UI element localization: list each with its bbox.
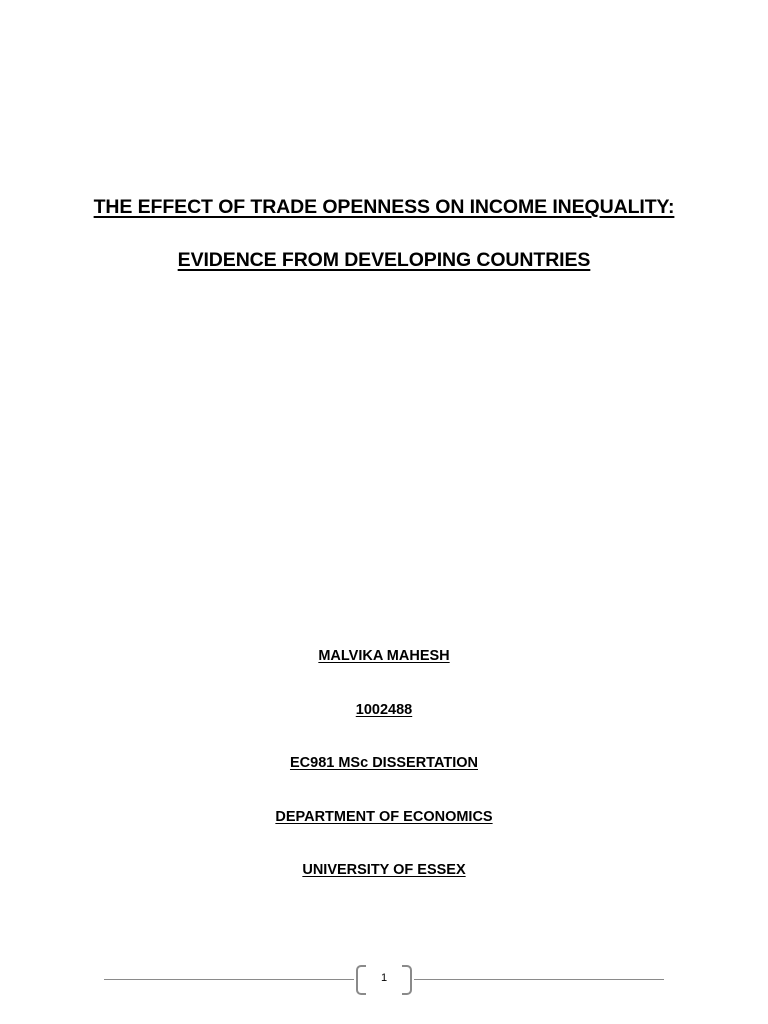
- footer-rule-left: [104, 979, 354, 980]
- student-id: 1002488: [355, 702, 413, 718]
- left-bracket-icon: [356, 965, 366, 995]
- university-name: UNIVERSITY OF ESSEX: [302, 862, 466, 878]
- author-name: MALVIKA MAHESH: [318, 648, 450, 664]
- dissertation-title-line-1: THE EFFECT OF TRADE OPENNESS ON INCOME INEQUALITY:: [93, 196, 675, 218]
- course-name: EC981 MSc DISSERTATION: [289, 755, 478, 771]
- footer-rule-right: [414, 979, 664, 980]
- department-name: DEPARTMENT OF ECONOMICS: [275, 809, 493, 825]
- page-footer: [104, 965, 664, 995]
- right-bracket-icon: [402, 965, 412, 995]
- dissertation-title-line-2: EVIDENCE FROM DEVELOPING COUNTRIES: [177, 249, 591, 271]
- page-number: 1: [380, 972, 388, 984]
